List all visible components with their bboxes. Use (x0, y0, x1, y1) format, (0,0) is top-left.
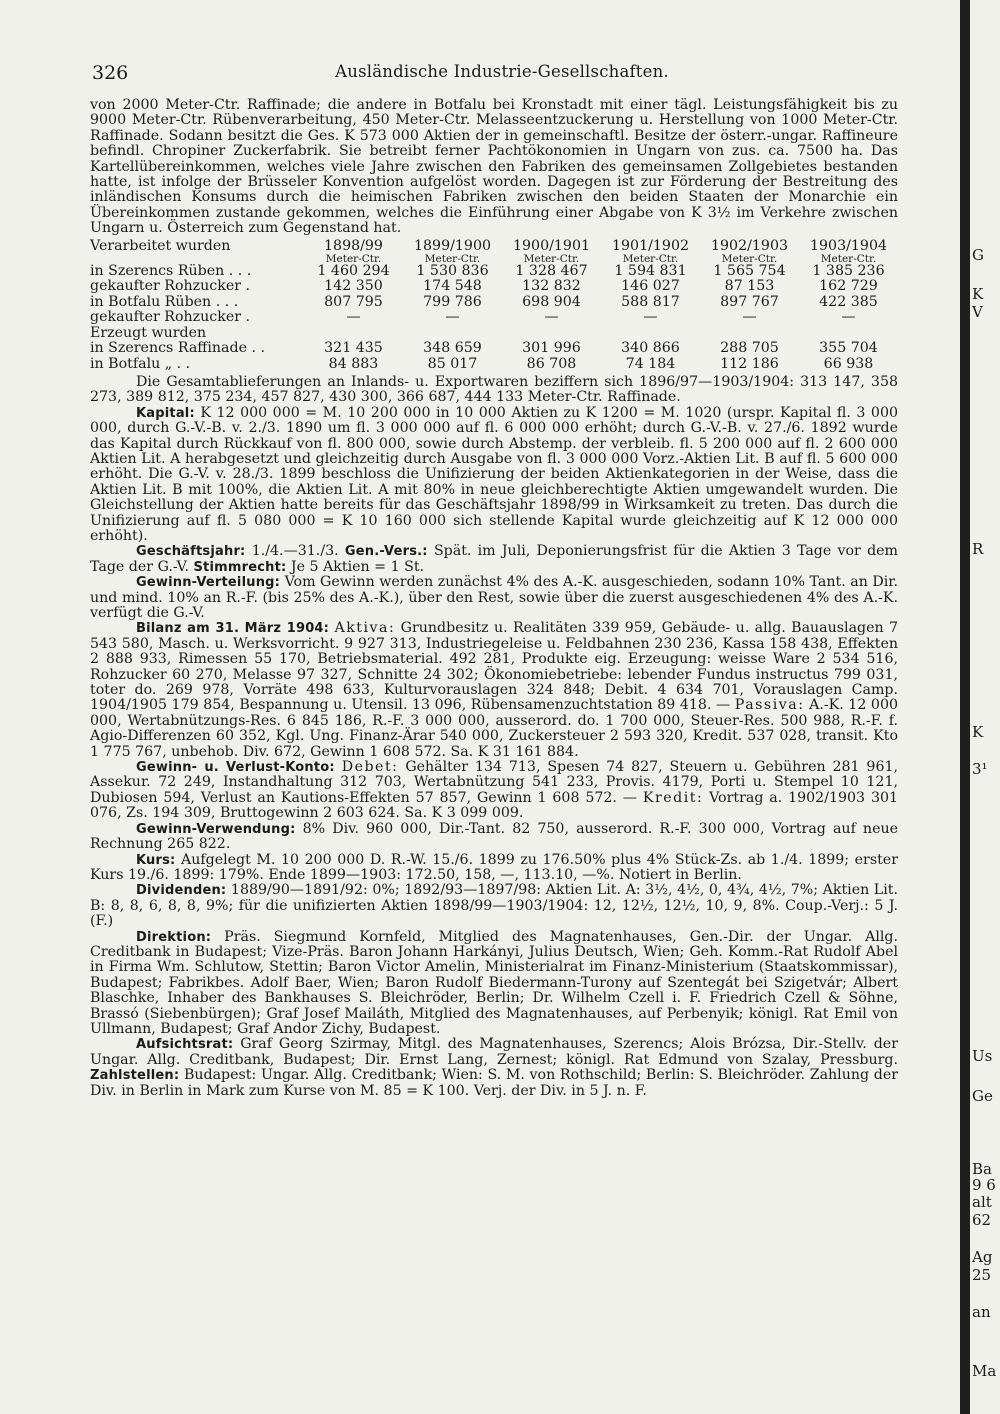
table-cell: 174 548 (423, 278, 482, 295)
section-heading: Direktion: (136, 929, 212, 945)
table-cell: 112 186 (720, 355, 779, 372)
table-cell: — (544, 309, 559, 326)
table-cell: 301 996 (522, 340, 581, 357)
aktiva-label: Aktiva: (334, 620, 396, 637)
section-text: 1889/90—1891/92: 0%; 1892/93—1897/98: Aktien Lit. A: 3½, 4½, 0, 4¾, 4½, 7%; Aktien Lit. B: 8, 8, 6, 8, 8, 9%; für die unifizierten Aktien 1898/99—1903/1904: 12, 12½, 12½, 10, 9, 8%. Coup.-Verj.: 5 J. (F.) (90, 882, 898, 930)
debet-label: Debet: (341, 759, 399, 776)
section-heading: Geschäftsjahr: (136, 544, 246, 560)
edge-fragment: 9 6 (972, 1176, 996, 1194)
table-row (90, 341, 898, 356)
table-row (90, 310, 898, 325)
section-text: A.-K. 12 000 000, Wertabnützungs-Res. 6 845 186, R.-F. 3 000 000, ausserord. do. 1 700 000, Steuer-Res. 500 988, R.-F. f. Agio-Differenzen 60 352, Kgl. Ung. Finanz-Ärar 540 000, Zuckersteuer 2 593 320, Kredit. 537 028, transit. Kto 1 775 767, unbehob. Div. 672, Gewinn 1 608 572. Sa. K 31 161 884. (90, 697, 898, 760)
table-cell: 1 385 236 (812, 263, 885, 280)
edge-fragment: V (972, 303, 983, 321)
section-heading: Kurs: (136, 852, 176, 868)
row-label: gekaufter Rohzucker . (90, 309, 251, 326)
section-text: Spät. im Juli, Deponierungsfrist für die Aktien 3 Tage vor dem Tage der G.-V. (90, 543, 899, 575)
table-cell: 74 184 (625, 355, 676, 372)
edge-fragment: 25 (972, 1266, 992, 1284)
row-label: in Szerencs Rüben . . . (90, 263, 252, 280)
row-label: in Botfalu „ . . (90, 355, 191, 372)
section-geschaeftsjahr (90, 544, 898, 575)
table-cell: 799 786 (423, 293, 482, 310)
page-header (92, 62, 912, 88)
next-page-edge (970, 0, 1000, 1414)
section-heading: Aufsichtsrat: (136, 1037, 234, 1053)
section-text: Graf Georg Szirmay, Mitgl. des Magnatenhauses, Szerencs; Alois Brózsa, Dir.-Stellv. der Ungar. Allg. Creditbank, Budapest; Dir. Ernst Lang, Zernest; königl. Rat Edmund von Szalay, Pressburg. (90, 1036, 898, 1068)
section-heading: Gen.-Vers.: (344, 544, 428, 560)
production-table (90, 239, 898, 372)
table-cell: — (841, 309, 856, 326)
unit-cell: Meter-Ctr. (325, 253, 382, 266)
table-cell: 355 704 (819, 340, 878, 357)
section-heading: Stimmrecht: (193, 559, 287, 575)
table-row (90, 295, 898, 310)
table-cell: 66 938 (823, 355, 874, 372)
edge-fragment: G (972, 246, 984, 264)
section-text: Budapest: Ungar. Allg. Creditbank; Wien: S. M. von Rothschild; Berlin: S. Bleichröder. Zahlung der Div. in Berlin in Mark zum Kurse von M. 85 = K 100. Verj. der Div. in 5 J. n. F. (90, 1067, 898, 1099)
table-cell: 897 767 (720, 293, 779, 310)
section-gewinn-verwendung (90, 822, 898, 853)
table-cell: 1 594 831 (614, 263, 687, 280)
section-heading: Gewinn-Verteilung: (136, 575, 281, 591)
edge-fragment: Ge (972, 1087, 993, 1105)
row-label: gekaufter Rohzucker . (90, 278, 251, 295)
edge-fragment: an (972, 1303, 991, 1321)
table-cell: — (346, 309, 361, 326)
section-text: Vortrag a. 1902/1903 301 076, Zs. 194 309, Bruttogewinn 2 603 624. Sa. K 3 099 009. (90, 789, 899, 822)
table-cell: 84 883 (328, 355, 379, 372)
section-heading: Gewinn- u. Verlust-Konto: (136, 760, 335, 776)
table-cell: 86 708 (526, 355, 577, 372)
section-dividenden (90, 883, 898, 929)
page-number: 326 (92, 62, 129, 84)
table-cell: 1 460 294 (317, 263, 390, 280)
section-bilanz (90, 621, 898, 760)
year-cell: 1902/1903 (711, 237, 788, 254)
edge-fragment: K (972, 285, 984, 303)
section-gewinn-verteilung (90, 575, 898, 621)
table-subheader-row (90, 326, 898, 341)
table-cell: 132 832 (522, 278, 581, 295)
kredit-label: Kredit: (642, 789, 704, 806)
section-text: Je 5 Aktien = 1 St. (290, 558, 425, 575)
table-cell: 288 705 (720, 340, 779, 357)
section-text: Vom Gewinn werden zunächst 4% des A.-K. ausgeschieden, sodann 10% Tant. an Dir. und mind. 10% an R.-F. (bis 25% des A.-K.), über den Rest, sowie über die zuerst ausgeschiedenen 4% des A.-K. verfügt die G.-V. (90, 574, 898, 621)
edge-fragment: Ag (972, 1248, 993, 1266)
table-row (90, 264, 898, 279)
section-text: Grundbesitz u. Realitäten 339 959, Gebäude- u. allg. Bauauslagen 7 543 580, Masch. u. Werksvorricht. 9 927 313, Industriegeleise u. Feldbahnen 230 236, Kassa 158 438, Effekten 2 888 933, Rimessen 55 170, Betriebsmaterial. 492 281, Produkte eig. Erzeugung: weisse Ware 2 534 516, Rohzucker 60 270, Melasse 97 327, Schnitte 24 302; Ökonomiebetriebe: lebender Fundus instructus 799 031, toter do. 269 978, Vorräte 498 633, Kulturvorauslagen 324 848; Debit. 4 634 701, Vorauslagen Camp. 1904/1905 179 854, Bespannung u. Utensil. 13 096, Rübensamenzuchtstation 89 418. — (90, 620, 899, 714)
table-row (90, 357, 898, 372)
edge-fragment: Ma (972, 1362, 997, 1380)
year-cell: 1900/1901 (513, 237, 590, 254)
table-row (90, 279, 898, 294)
year-cell: 1899/1900 (414, 237, 491, 254)
section-gewinn-verlust (90, 760, 898, 822)
table-cell: — (742, 309, 757, 326)
table-cell: 340 866 (621, 340, 680, 357)
edge-fragment: 3¹ (972, 760, 988, 778)
row-label: in Botfalu Rüben . . . (90, 293, 239, 310)
section-aufsichtsrat (90, 1037, 898, 1099)
section-heading: Kapital: (136, 405, 195, 421)
table-cell: 1 565 754 (713, 263, 786, 280)
edge-fragment: Ba (972, 1160, 992, 1178)
table-cell: 321 435 (324, 340, 383, 357)
running-title: Ausländische Industrie-Gesellschaften. (335, 62, 669, 81)
section-heading: Zahlstellen: (90, 1068, 180, 1084)
deliveries-paragraph: Die Gesamtablieferungen an Inlands- u. Exportwaren beziffern sich 1896/97—1903/1904: 313 147, 358 273, 389 812, 375 234, 457 827, 430 300, 366 687, 444 133 Meter-Ctr. Raffinade. (90, 373, 898, 406)
section-kapital (90, 406, 898, 545)
table-cell: 87 153 (724, 278, 775, 295)
section-text: 1./4.—31./3. (251, 543, 339, 560)
section-text: K 12 000 000 = M. 10 200 000 in 10 000 Aktien zu K 1200 = M. 1020 (urspr. Kapital fl. 3 000 000, durch G.-V.-B. v. 2./3. 1890 um fl. 3 000 000 auf fl. 6 000 000 erhöht; durch G.-V.-B. v. 27./6. 1892 wurde das Kapital durch Rückkauf von fl. 800 000, sowie durch Abstemp. der verbleib. fl. 5 200 000 auf fl. 2 600 000 Aktien Lit. A herabgesetzt und gleichzeitig durch Ausgabe von fl. 3 000 000 Vorz.-Aktien Lit. B auf fl. 5 600 000 erhöht. Die G.-V. v. 28./3. 1899 beschloss die Unifizierung der beiden Aktienkategorien in der Weise, dass die Aktien Lit. B mit 100%, die Aktien Lit. A mit 80% in neue gleichberechtigte Aktien umgewandelt wurden. Die Gleichstellung der Aktien hatte bereits für das Geschäftsjahr 1898/99 in Wirksamkeit zu treten. Das durch die Unifizierung auf fl. 5 080 000 = K 10 160 000 sich stellende Kapital wurde gleichzeitig auf K 12 000 000 erhöht). (90, 404, 899, 544)
table-cell: 422 385 (819, 293, 878, 310)
section-text: 8% Div. 960 000, Dir.-Tant. 82 750, ausserord. R.-F. 300 000, Vortrag auf neue Rechnung 265 822. (90, 820, 898, 853)
edge-fragment: alt (972, 1193, 992, 1211)
unit-cell: Meter-Ctr. (622, 253, 679, 266)
section-kurs (90, 853, 898, 884)
table-header-label: Verarbeitet wurden (90, 237, 231, 254)
section-direktion (90, 930, 898, 1038)
unit-cell: Meter-Ctr. (424, 253, 481, 266)
table-cell: — (643, 309, 658, 326)
table-cell: 807 795 (324, 293, 383, 310)
table-cell: 588 817 (621, 293, 680, 310)
section-heading: Gewinn-Verwendung: (136, 821, 296, 837)
passiva-label: Passiva: (734, 697, 805, 714)
table-cell: 1 530 836 (416, 263, 489, 280)
table-cell: 162 729 (819, 278, 878, 295)
edge-fragment: K (972, 723, 984, 741)
edge-fragment: Us (972, 1047, 993, 1065)
unit-cell: Meter-Ctr. (721, 253, 778, 266)
edge-fragment: 62 (972, 1211, 992, 1229)
table-header-row (90, 239, 898, 254)
table-cell: 348 659 (423, 340, 482, 357)
page-body (90, 98, 898, 1099)
year-cell: 1901/1902 (612, 237, 689, 254)
table-cell: — (445, 309, 460, 326)
row-label: in Szerencs Raffinade . . (90, 340, 266, 357)
edge-fragment: R (972, 540, 984, 558)
table-cell: 142 350 (324, 278, 383, 295)
section-text: Gehälter 134 713, Spesen 74 827, Steuern u. Gebühren 281 961, Assekur. 72 249, Instandhaltung 312 703, Wertabnützung 541 233, Provis. 4179, Porti u. Stempel 10 121, Dubiosen 594, Verlust an Kautions-Effekten 57 857, Gewinn 1 608 572. — (90, 759, 899, 806)
section-text: Präs. Siegmund Kornfeld, Mitglied des Magnatenhauses, Gen.-Dir. der Ungar. Allg. Creditbank in Budapest; Vize-Präs. Baron Johann Harkányi, Julius Deutsch, Wien; Geh. Komm.-Rat Rudolf Abel in Firma Wm. Schlutow, Stettin; Baron Victor Amelin, Ministerialrat im Finanz-Ministerium (Staatskommissar), Budapest; Fabrikbes. Adolf Baer, Wien; Baron Rudolf Biedermann-Turony auf Szentegát bei Szigetvár; Albert Blaschke, Inhaber des Bankhauses S. Bleichröder, Berlin; Dr. Wilhelm Czell i. F. Friedrich Czell & Söhne, Brassó (Siebenbürgen); Graf Josef Mailáth, Mitglied des Magnatenhauses, auf Perbenyik; königl. Rat Emil von Ullmann, Budapest; Graf Andor Zichy, Budapest. (90, 928, 898, 1037)
unit-cell: Meter-Ctr. (523, 253, 580, 266)
table-cell: 698 904 (522, 293, 581, 310)
table-cell: 1 328 467 (515, 263, 588, 280)
section-heading: Dividenden: (136, 883, 227, 899)
section-heading: Bilanz am 31. März 1904: (136, 621, 330, 637)
table-cell: 146 027 (621, 278, 680, 295)
intro-paragraph: von 2000 Meter-Ctr. Raffinade; die andere in Botfalu bei Kronstadt mit einer tägl. Leistungsfähigkeit bis zu 9000 Meter-Ctr. Rübenverarbeitung, 450 Meter-Ctr. Melasseentzuckerung u. Herstellung von 1000 Meter-Ctr. Raffinade. Sodann besitzt die Ges. K 573 000 Aktien der in gemeinschaftl. Besitze der österr.-ungar. Raffineure befindl. Chropiner Zuckerfabrik. Sie betreibt ferner Pachtökonomien in Ungarn von zus. ca. 7500 ha. Das Kartellübereinkommen, welches viele Jahre zwischen den Fabriken des gemeinsamen Zollgebietes bestanden hatte, ist infolge der Brüsseler Konvention aufgelöst worden. Dagegen ist zur Förderung der Bestreitung des inländischen Konsums durch die heimischen Fabriken zwischen den beiden Staaten der Monarchie ein Übereinkommen zustande gekommen, welches die Einführung einer Abgabe von K 3½ im Verkehre zwischen Ungarn u. Österreich zum Gegenstand hat. (90, 97, 898, 237)
year-cell: 1898/99 (324, 237, 383, 254)
produced-label: Erzeugt wurden (90, 324, 207, 341)
section-text: Aufgelegt M. 10 200 000 D. R.-W. 15./6. 1899 zu 176.50% plus 4% Stück-Zs. ab 1./4. 1899; erster Kurs 19./6. 1899: 179%. Ende 1899—1903: 172.50, 158, —, 113.10, —%. Notiert in Berlin. (90, 851, 898, 883)
table-cell: 85 017 (427, 355, 478, 372)
unit-cell: Meter-Ctr. (820, 253, 877, 266)
year-cell: 1903/1904 (810, 237, 887, 254)
